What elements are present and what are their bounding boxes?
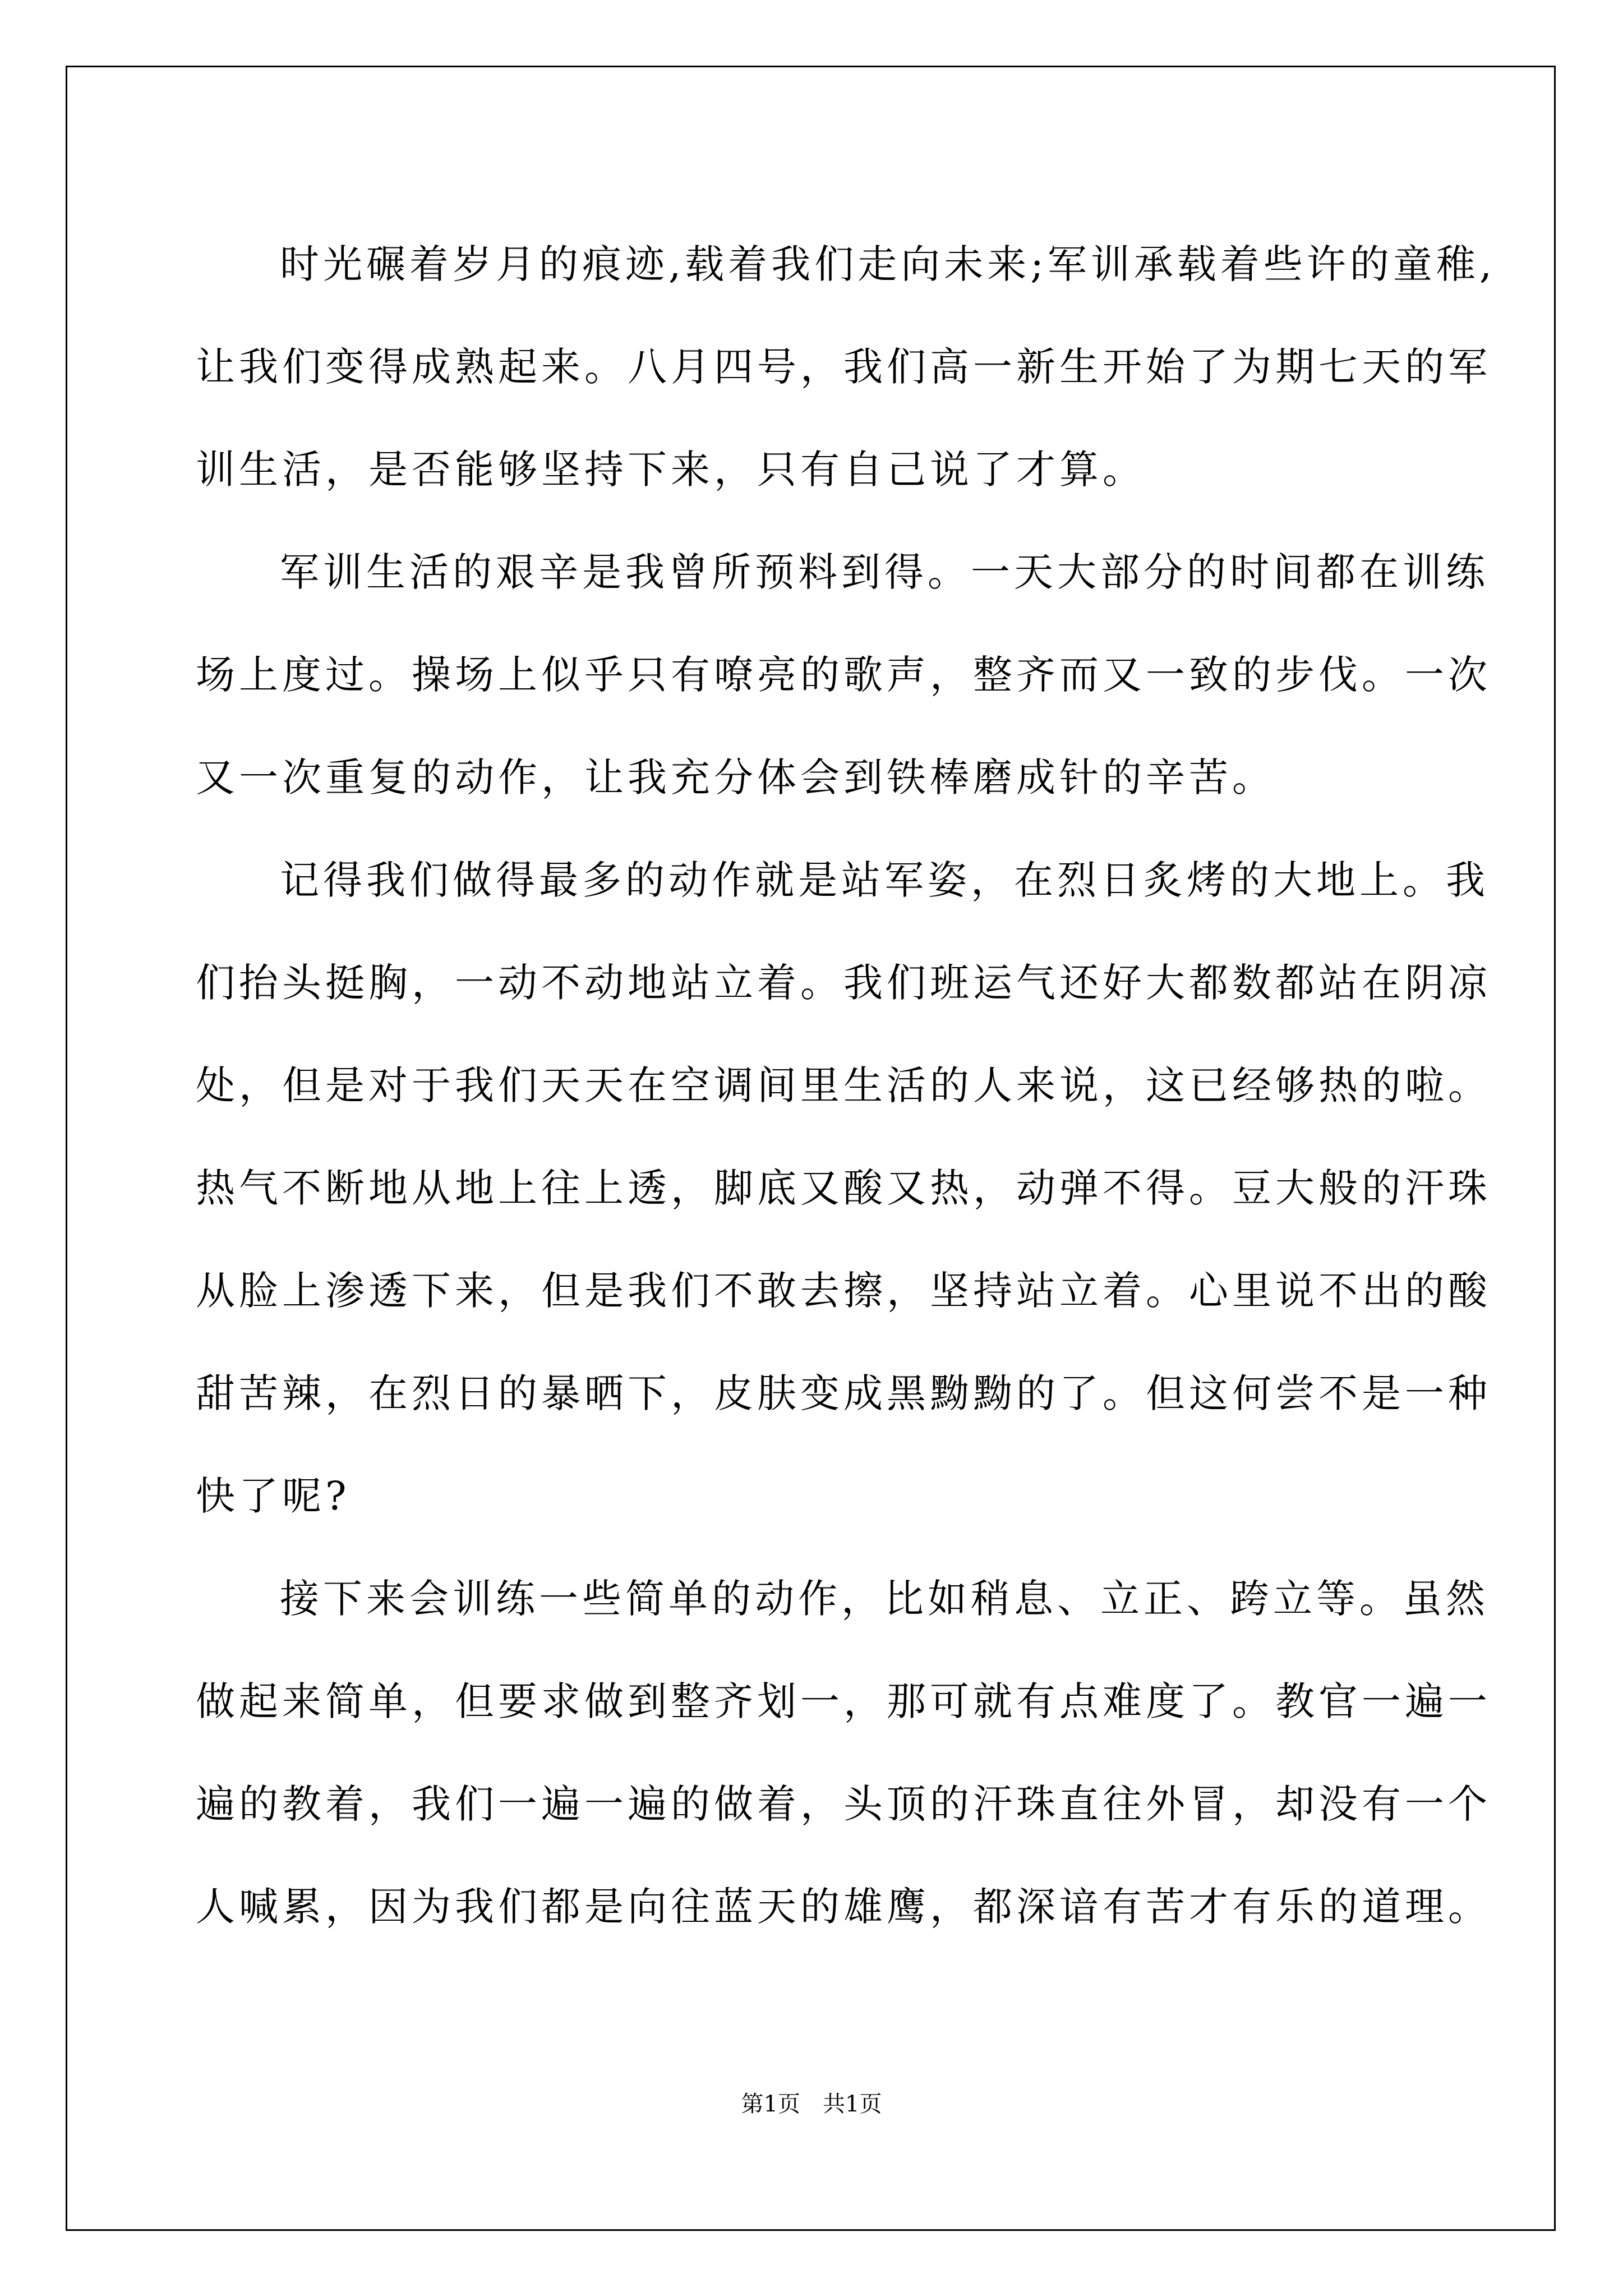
text-line: 让我们变得成熟起来。八月四号，我们高一新生开始了为期七天的军 [196,344,1491,390]
text-line: 快了呢? [196,1473,351,1519]
document-body [196,213,1496,1958]
text-line: 人喊累，因为我们都是向往蓝天的雄鹰，都深谙有苦才有乐的道理。 [196,1884,1491,1930]
text-line: 军训生活的艰辛是我曾所预料到得。一天大部分的时间都在训练 [280,549,1489,595]
text-line: 从脸上渗透下来，但是我们不敢去擦，坚持站立着。心里说不出的酸 [196,1268,1491,1314]
text-line: 甜苦辣，在烈日的暴晒下，皮肤变成黑黝黝的了。但这何尝不是一种 [196,1370,1491,1416]
text-line: 时光碾着岁月的痕迹,载着我们走向未来;军训承载着些许的童稚, [280,241,1496,287]
text-line: 做起来简单，但要求做到整齐划一，那可就有点难度了。教官一遍一 [196,1678,1491,1724]
text-line: 记得我们做得最多的动作就是站军姿，在烈日炙烤的大地上。我 [280,857,1489,903]
text-line: 遍的教着，我们一遍一遍的做着，头顶的汗珠直往外冒，却没有一个 [196,1781,1491,1827]
text-line: 场上度过。操场上似乎只有嘹亮的歌声，整齐而又一致的步伐。一次 [196,652,1491,698]
text-line: 接下来会训练一些简单的动作，比如稍息、立正、跨立等。虽然 [280,1576,1489,1622]
text-line: 训生活，是否能够坚持下来，只有自己说了才算。 [196,447,1146,493]
page-number: 第1页 [741,2091,800,2117]
text-line: 处，但是对于我们天天在空调间里生活的人来说，这已经够热的啦。 [196,1062,1491,1108]
text-line: 又一次重复的动作，让我充分体会到铁棒磨成针的辛苦。 [196,754,1275,800]
page-total: 共1页 [823,2091,882,2117]
text-line: 热气不断地从地上往上透，脚底又酸又热，动弹不得。豆大般的汗珠 [196,1165,1491,1211]
text-line: 们抬头挺胸，一动不动地站立着。我们班运气还好大都数都站在阴凉 [196,960,1491,1006]
page-footer [0,2090,1623,2118]
